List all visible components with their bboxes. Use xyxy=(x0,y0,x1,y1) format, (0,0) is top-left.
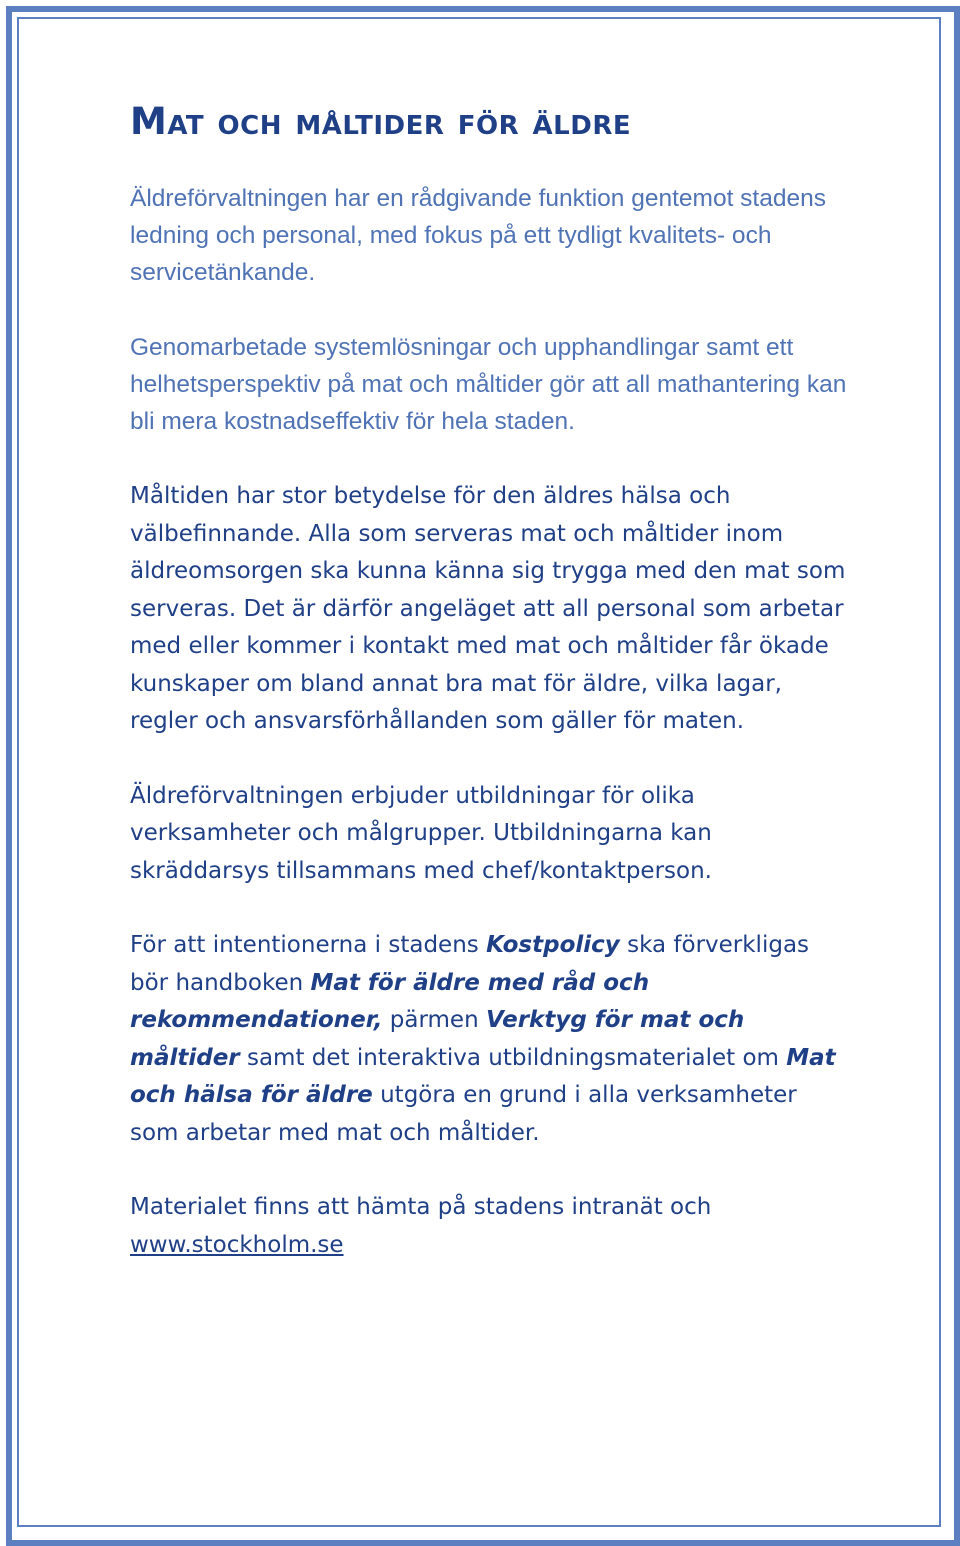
paragraph-policy xyxy=(130,927,850,1152)
paragraph-system-solutions: Genomarbetade systemlösningar och upphandlingar samt ett helhetsperspektiv på mat och måltider gör att all mathantering kan bli mera kostnadseffektiv för hela staden. xyxy=(130,334,847,436)
kostpolicy-title: Kostpolicy xyxy=(486,932,620,959)
paragraph-material-availability xyxy=(130,1189,850,1264)
page-title: Mat och måltider för äldre xyxy=(130,100,632,143)
policy-text-1: För att intentionerna i stadens xyxy=(130,932,487,959)
policy-text-5: utgöra en grund i alla verksamheter som arbetar med mat och måltider. xyxy=(130,1082,797,1146)
paragraph-meal-importance: Måltiden har stor betydelse för den äldres hälsa och välbefinnande. Alla som serveras mat och måltider inom äldreomsorgen ska kunna känna sig trygga med den mat som serveras. Det är därför angeläget att all personal som arbetar med eller kommer i kontakt med mat och måltider får ökade kunskaper om bland annat bra mat för äldre, vilka lagar, regler och ansvarsförhållanden som gäller för maten. xyxy=(130,483,846,735)
policy-text-2: ska förverkligas bör handboken xyxy=(130,932,810,996)
document-content xyxy=(130,100,850,1301)
paragraph-advisory-role: Äldreförvaltningen har en rådgivande funktion gentemot stadens ledning och personal, med fokus på ett tydligt kvalitets- och servicetänkande. xyxy=(130,185,826,287)
training-material-title: Mat och hälsa för äldre xyxy=(130,1044,836,1109)
policy-text-4: samt det interaktiva utbildningsmaterialet om xyxy=(239,1044,787,1071)
policy-text-3: pärmen xyxy=(382,1007,486,1034)
handbook-title: Mat för äldre med råd och rekommendationer, xyxy=(130,969,650,1034)
availability-text: Materialet finns att hämta på stadens intranät och xyxy=(130,1194,712,1221)
paragraph-training-offer: Äldreförvaltningen erbjuder utbildningar för olika verksamheter och målgrupper. Utbildningarna kan skräddarsys tillsammans med chef/kontaktperson. xyxy=(130,782,712,884)
stockholm-website-link[interactable]: www.stockholm.se xyxy=(130,1231,344,1258)
binder-title: Verktyg för mat och måltider xyxy=(130,1007,745,1071)
